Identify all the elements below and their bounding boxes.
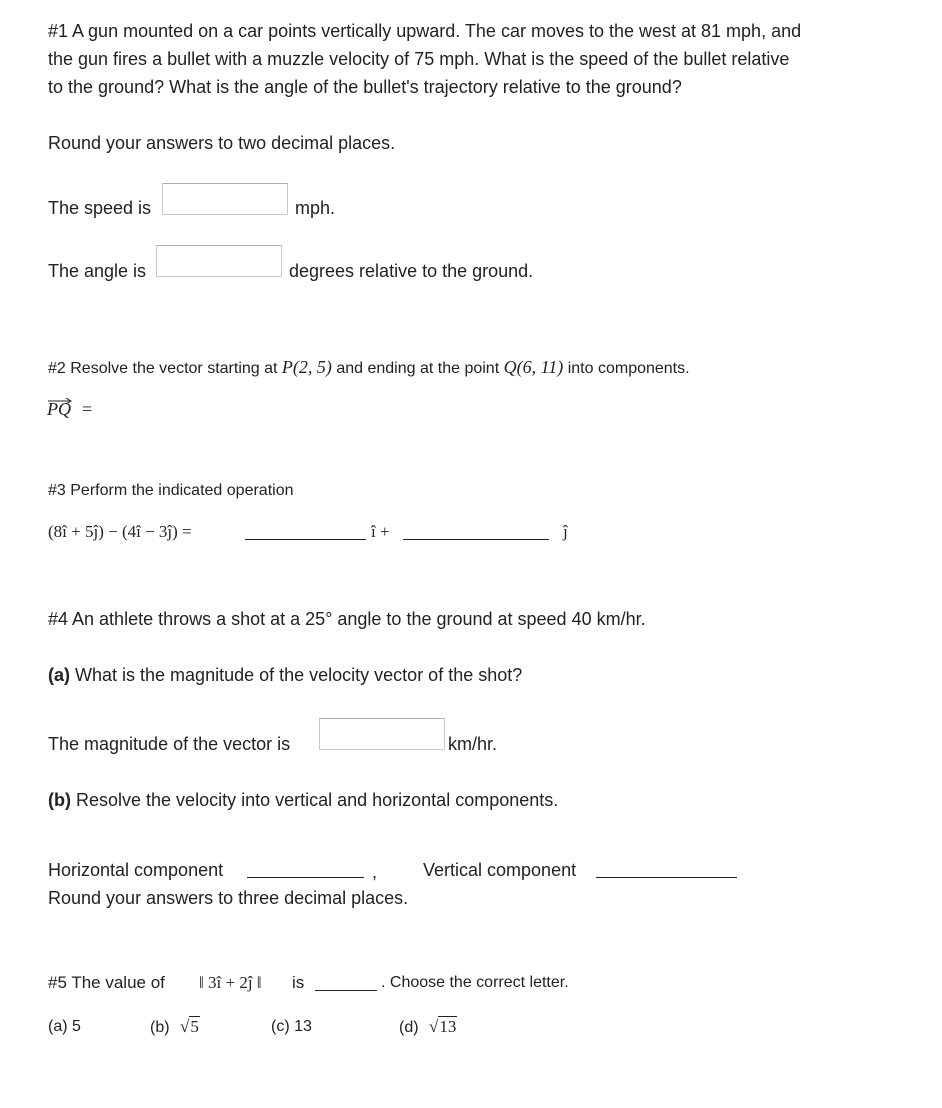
q3-i-unit: î + (371, 522, 390, 541)
q4-part-a-label: (a) (48, 665, 70, 685)
q3-expression: (8î + 5ĵ) − (4î − 3ĵ) = (48, 522, 192, 541)
q2-middle: and ending at the point (336, 360, 500, 377)
q2-point-p: P(2, 5) (281, 357, 332, 377)
magnitude-unit: km/hr. (448, 734, 498, 754)
speed-label: The speed is (48, 198, 152, 218)
q3-j-blank[interactable] (403, 539, 549, 540)
q5-suffix: . Choose the correct letter. (381, 974, 569, 991)
horizontal-label: Horizontal component (48, 860, 224, 880)
vertical-label: Vertical component (423, 860, 577, 880)
q1-rounding-note: Round your answers to two decimal places. (48, 133, 396, 153)
q2-prompt (48, 355, 690, 381)
q5-is: is (292, 973, 305, 992)
choice-a: (a) 5 (48, 1018, 81, 1035)
choice-b-root: √5 (180, 1017, 199, 1036)
q1-line-1: #1 A gun mounted on a car points vertically upward. The car moves to the west at 81 mph, and (48, 21, 802, 41)
q4-part-a (48, 661, 522, 689)
q4-part-a-text: What is the magnitude of the velocity vector of the shot? (75, 665, 523, 685)
q4-part-b (48, 786, 558, 814)
speed-input[interactable] (162, 183, 288, 215)
horizontal-blank[interactable] (247, 877, 364, 878)
vector-equals: = (82, 399, 93, 419)
q2-suffix: into components. (567, 360, 690, 377)
choice-b (150, 1015, 200, 1040)
angle-unit: degrees relative to the ground. (289, 261, 534, 281)
angle-input[interactable] (156, 245, 282, 277)
choice-c: (c) 13 (271, 1018, 312, 1035)
q5-norm-expression: ‖ 3î + 2ĵ ‖ (199, 973, 262, 992)
q2-prefix: #2 Resolve the vector starting at (48, 360, 278, 377)
speed-unit: mph. (295, 198, 336, 218)
component-comma: , (372, 862, 378, 882)
vertical-blank[interactable] (596, 877, 737, 878)
angle-label: The angle is (48, 261, 147, 281)
q1-line-2: the gun fires a bullet with a muzzle velocity of 75 mph. What is the speed of the bullet relative (48, 49, 790, 69)
q4-part-b-label: (b) (48, 790, 71, 810)
q4-intro: #4 An athlete throws a shot at a 25° angle to the ground at speed 40 km/hr. (48, 609, 646, 629)
q5-prefix: #5 The value of (48, 973, 165, 992)
q4-part-b-text: Resolve the velocity into vertical and horizontal components. (76, 790, 559, 810)
choice-d-radicand: 13 (439, 1017, 457, 1036)
q2-vector-line (47, 396, 92, 422)
choice-d-label: (d) (399, 1019, 419, 1036)
choice-d (399, 1015, 457, 1040)
choice-b-radicand: 5 (190, 1017, 199, 1036)
magnitude-label: The magnitude of the vector is (48, 734, 291, 754)
q5-answer-blank[interactable] (315, 990, 377, 991)
vector-pq (47, 396, 71, 422)
magnitude-input[interactable] (319, 718, 445, 750)
choice-b-label: (b) (150, 1019, 170, 1036)
q4-rounding-note: Round your answers to three decimal places. (48, 888, 409, 908)
q3-j-unit: ĵ (563, 522, 568, 541)
choice-d-root: √13 (429, 1017, 457, 1036)
q1-line-3: to the ground? What is the angle of the bullet's trajectory relative to the ground? (48, 77, 682, 97)
q3-i-blank[interactable] (245, 539, 366, 540)
vector-arrow-icon (47, 397, 73, 405)
vector-pq-label: PQ (47, 399, 71, 419)
q2-point-q: Q(6, 11) (503, 357, 564, 377)
q3-title: #3 Perform the indicated operation (48, 482, 294, 499)
